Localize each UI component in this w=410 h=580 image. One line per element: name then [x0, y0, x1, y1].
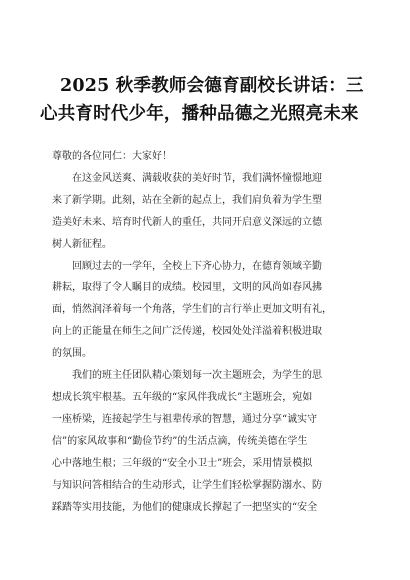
body-line: 向上的正能量在师生之间广泛传递，校园处处洋溢着积极进取	[52, 326, 322, 338]
body-line: 一座桥梁，连接起学生与祖辈传承的智慧，通过分享“诚实守	[52, 413, 318, 425]
document-title	[40, 72, 376, 128]
body-line: 我们的班主任团队精心策划每一次主题班会，为学生的思	[72, 370, 322, 382]
body-line: 回顾过去的一学年，全校上下齐心协力，在德育领域辛勤	[72, 260, 322, 272]
body-line: 树人新征程。	[52, 238, 112, 250]
body-line: 想成长筑牢根基。五年级的“家风伴我成长”主题班会，宛如	[52, 391, 313, 403]
body-line: 在这金风送爽、满载收获的美好时节，我们满怀憧憬地迎	[72, 172, 322, 184]
body-line: 来了新学期。此刻，站在全新的起点上，我们肩负着为学生塑	[52, 194, 322, 206]
body-line: 的氛围。	[52, 348, 92, 360]
salutation-line: 尊敬的各位同仁：大家好！	[52, 151, 172, 162]
body-line: 信”的家风故事和“勤俭节约”的生活点滴，传统美德在学生	[52, 435, 308, 447]
body-line: 与知识问答相结合的生动形式，让学生们轻松掌握防溺水、防	[52, 479, 322, 491]
title-line-2: 心共育时代少年，播种品德之光照亮未来	[40, 104, 359, 124]
body-line: 造美好未来、培育时代新人的重任，共同开启意义深远的立德	[52, 216, 322, 228]
title-line-1: 2025 秋季教师会德育副校长讲话：三	[60, 76, 364, 96]
body-line: 踩踏等实用技能，为他们的健康成长撑起了一把坚实的“安全	[52, 501, 318, 513]
body-line: 面，悄然润泽着每一个角落，学生们的言行举止更加文明有礼，	[52, 304, 332, 316]
body-line: 耕耘，取得了令人瞩目的成绩。校园里，文明的风尚如春风拂	[52, 282, 322, 294]
document-body	[52, 146, 372, 518]
body-line: 心中落地生根；三年级的“安全小卫士”班会，采用情景模拟	[52, 457, 313, 469]
